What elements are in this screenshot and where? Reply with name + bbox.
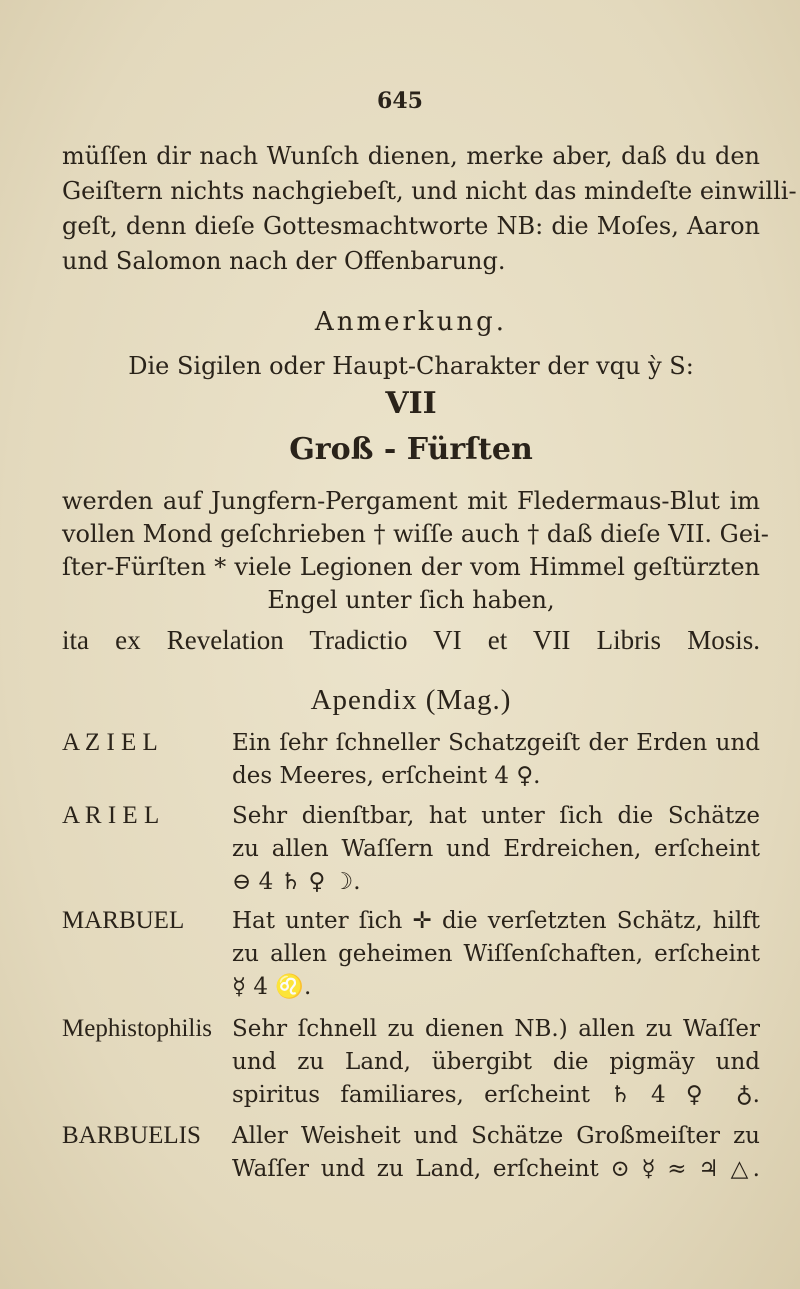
entry-name-aziel: A Z I E L <box>62 729 158 756</box>
entry-name-marbuel: MARBUEL <box>62 907 185 934</box>
anmerkung-heading: Anmerkung. <box>314 307 508 337</box>
paragraph2-line-3: ſter-Fürſten * viele Legionen der vom Himmel geſtürzten <box>62 553 760 581</box>
entry-ariel-line-1: Sehr dienſtbar, hat unter ſich die Schätze <box>232 803 760 829</box>
entry-marbuel-line-1: Hat unter ſich ✛ die verſetzten Schätz, hilft <box>232 908 760 934</box>
paragraph2-line-4: Engel unter ſich haben, <box>267 586 555 614</box>
latin-line: ita ex Revelation Tradictio VI et VII Libris Mosis. <box>62 625 760 655</box>
entry-aziel-line-1: Ein ſehr ſchneller Schatzgeiſt der Erden und <box>232 730 760 756</box>
entry-barbuelis-line-2: Waſſer und zu Land, erſcheint ⊙ ☿ ≈ ♃ △. <box>232 1156 760 1182</box>
entry-ariel-line-3: ⊖ 4 ♄ ♀ ☽. <box>232 869 361 895</box>
entry-mephistophilis-line-3: spiritus familiares, erſcheint ♄ 4 ♀ ♁. <box>232 1082 760 1108</box>
paragraph1-line-1: müſſen dir nach Wunſch dienen, merke aber, daß du den <box>62 142 760 170</box>
paragraph1-line-2: Geiſtern nichts nachgiebeſt, und nicht das mindeſte einwilli- <box>62 177 797 205</box>
sigillen-line: Die Sigilen oder Haupt-Charakter der vqu ỳ S: <box>128 352 694 380</box>
apendix-heading: Apendix (Mag.) <box>310 684 512 716</box>
entry-name-mephistophilis: Mephistophilis <box>62 1015 213 1042</box>
entry-name-barbuelis: BARBUELIS <box>62 1122 201 1149</box>
paragraph2-line-1: werden auf Jungfern-Pergament mit Fledermaus-Blut im <box>62 487 760 515</box>
entry-name-ariel: A R I E L <box>62 802 160 829</box>
page-number: 645 <box>377 88 423 114</box>
entry-aziel-line-2: des Meeres, erſcheint 4 ♀. <box>232 763 541 789</box>
grossfuersten-heading: Groß - Fürſten <box>289 432 533 467</box>
paragraph1-line-3: geſt, denn dieſe Gottesmachtworte NB: die Moſes, Aaron <box>62 212 760 240</box>
roman-numeral: VII <box>385 386 437 421</box>
entry-barbuelis-line-1: Aller Weisheit und Schätze Großmeiſter zu <box>232 1123 760 1149</box>
paragraph1-line-4: und Salomon nach der Offenbarung. <box>62 247 506 275</box>
paragraph2-line-2: vollen Mond geſchrieben † wiſſe auch † daß dieſe VII. Gei- <box>62 520 769 548</box>
entry-marbuel-line-2: zu allen geheimen Wiſſenſchaften, erſcheint <box>232 941 760 967</box>
entry-mephistophilis-line-2: und zu Land, übergibt die pigmäy und <box>232 1049 760 1075</box>
entry-marbuel-line-3: ☿ 4 ♌. <box>232 974 312 1000</box>
entry-mephistophilis-line-1: Sehr ſchnell zu dienen NB.) allen zu Waſſer <box>232 1016 760 1042</box>
entry-ariel-line-2: zu allen Waſſern und Erdreichen, erſcheint <box>232 836 760 862</box>
